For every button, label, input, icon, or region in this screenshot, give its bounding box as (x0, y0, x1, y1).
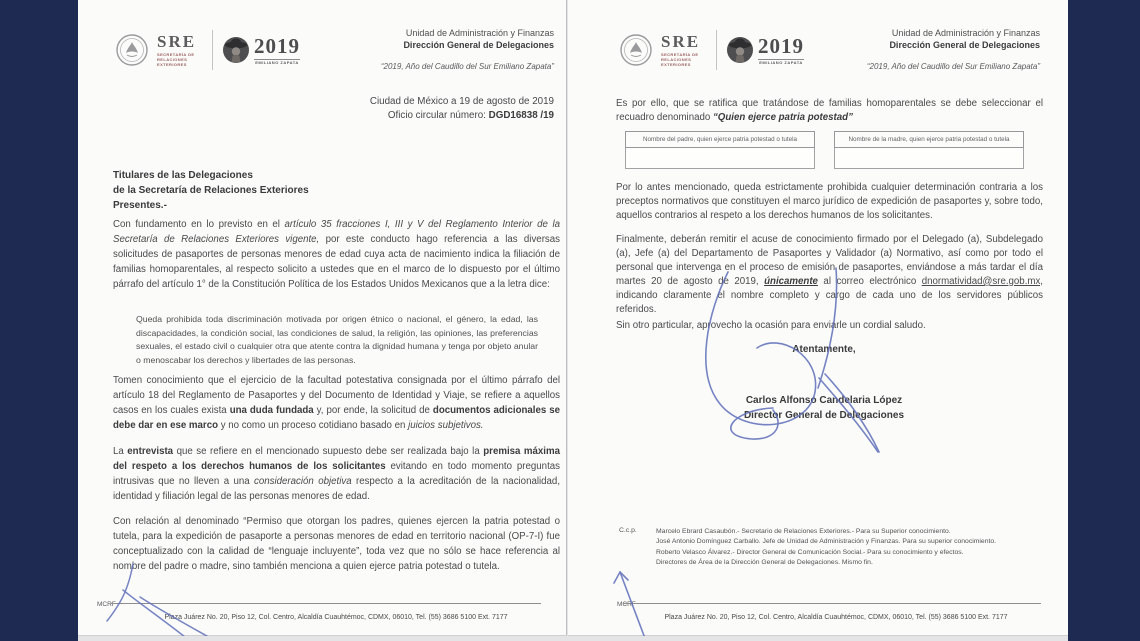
letterhead-logos (620, 30, 804, 70)
ccp-item: José Antonio Domínguez Carballo. Jefe de Unidad de Administración y Finanzas. Para su superior conocimiento. (656, 538, 997, 546)
year-number: 2019 (758, 33, 804, 58)
form-box-mother-field (834, 148, 1024, 169)
email-address: dnormatividad@sre.gob.mx, (921, 275, 1043, 287)
paragraph-finalmente: Finalmente, deberán remitir el acuse de conocimiento firmado por el Delegado (a), Subdelegado (a), Jefe (a) del Departamento de Pasaportes y Validador (a) Normativo, así como por todo el personal que intervenga en el proceso de emisión de pasaportes, enviándose a más tardar el día martes 20 de agosto de 2019, únicamente al correo electrónico dnormatividad@sre.gob.mx, indicando claramente el nombre completo y cargo de cada uno de los servidores públicos referidos. (616, 234, 1043, 315)
logo-divider (212, 30, 213, 70)
form-box-mother-label: Nombre de la madre, quien ejerce patria potestad o tutela (834, 131, 1024, 148)
footer-rule (111, 603, 541, 604)
oficio-number: DGD16838 /19 (488, 110, 554, 121)
ccp-item: Roberto Velasco Álvarez.- Director General de Comunicación Social.- Para su conocimiento y efectos. (656, 548, 964, 556)
document-page-2 (568, 0, 1068, 636)
atentamente-line: Atentamente, (792, 344, 856, 355)
paragraph-despedida: Sin otro particular, aprovecho la ocasión para enviarle un cordial saludo. (616, 320, 926, 331)
year-motto: “2019, Año del Caudillo del Sur Emiliano Zapata” (866, 62, 1040, 71)
date-and-oficio-block (370, 95, 554, 123)
year-motto: “2019, Año del Caudillo del Sur Emiliano Zapata” (380, 62, 554, 71)
ccp-list (656, 527, 1056, 568)
date-line: Ciudad de México a 19 de agosto de 2019 (369, 96, 554, 107)
sre-wordmark (661, 33, 707, 67)
signer-block (614, 393, 1034, 423)
sre-acronym: SRE (157, 32, 197, 51)
year-caption: EMILIANO ZAPATA (759, 59, 803, 65)
footer-address: Plaza Juárez No. 20, Piso 12, Col. Centro, Alcaldía Cuauhtémoc, CDMX, 06010, Tel. (55) 3686 5100 Ext. 7177 (164, 614, 508, 621)
unit-line: Unidad de Administración y Finanzas (405, 28, 554, 38)
sre-eagle-seal-icon (116, 34, 148, 66)
paragraph-fundamento: Con fundamento en lo previsto en el artículo 35 fracciones I, III y V del Reglamento Interior de la Secretaría de Relaciones Exteriores vigente, por este conducto hago referencia a las diversas solicitudes de pasaportes de personas menores de edad cuya acta de nacimiento indica la filiación de familias homoparentales, al respecto solicito a ustedes que en el marco de lo dispuesto por el último párrafo del artículo 1° de la Constitución Política de los Estados Unidos Mexicanos que a la letra dice: (113, 219, 560, 290)
zapata-portrait-icon (222, 36, 250, 64)
letterhead-unit-block (381, 27, 554, 71)
signer-name: Carlos Alfonso Candelaria López (745, 395, 903, 406)
clerk-initials: MCRF (97, 601, 116, 608)
footer-address: Plaza Juárez No. 20, Piso 12, Col. Centro, Alcaldía Cuauhtémoc, CDMX, 06010, Tel. (55) 3686 5100 Ext. 7177 (664, 614, 1008, 621)
form-box-father (625, 131, 815, 169)
right-pillarbox (1068, 0, 1140, 641)
paragraph-entrevista: La entrevista que se refiere en el mencionado supuesto debe ser realizada bajo la premisa máxima del respeto a los derechos humanos de los solicitantes evitando en todo momento preguntas intrusivas que no lleven a una consideración objetiva respecto a la acreditación de la nacionalidad, identidad y filiación legal de las personas menores de edad. (113, 446, 561, 502)
year-2019-text (758, 33, 804, 65)
paragraph-es-por-ello: Es por ello, que se ratifica que tratándose de familias homoparentales se debe seleccionar el recuadro denominado “Quien ejerce patria potestad” (616, 98, 1043, 123)
sre-eagle-seal-icon (620, 34, 652, 66)
left-pillarbox (0, 0, 78, 641)
signer-title: Director General de Delegaciones (743, 410, 905, 421)
constitution-quote: Queda prohibida toda discriminación motivada por origen étnico o nacional, el género, la edad, las discapacidades, la condición social, las condiciones de salud, la religión, las opiniones, las preferencias sexuales, el estado civil o cualquier otra que atente contra la dignidad humana y tenga por objeto anular o menoscabar los derechos y libertades de las personas. (136, 314, 538, 365)
sre-acronym: SRE (661, 32, 701, 51)
ccp-item: Marcelo Ebrard Casaubón.- Secretario de Relaciones Exteriores.- Para su Superior conocimiento. (656, 528, 951, 535)
footer-rule (623, 603, 1041, 604)
zapata-portrait-icon (726, 36, 754, 64)
ccp-item: Directores de Área de la Dirección General de Delegaciones. Mismo fin. (656, 558, 873, 566)
form-box-father-field (625, 148, 815, 169)
paragraph-tomen-conocimiento: Tomen conocimiento que el ejercicio de la facultad potestativa consignada por el último párrafo del artículo 18 del Reglamento de Pasaportes y del Documento de Identidad y Viaje, se refiere a aquellos casos en los cuales exista una duda fundada y, por ende, la solicitud de documentos adicionales se debe dar en ese marco y no como un proceso cotidiano basado en juicios subjetivos. (113, 375, 561, 431)
addressee-line: de la Secretaría de Relaciones Exteriores (113, 185, 309, 196)
letterhead-unit-block (867, 27, 1040, 71)
letterhead-logos (116, 30, 300, 70)
ccp-label: C.c.p. (619, 527, 637, 534)
year-2019-logo (222, 33, 300, 65)
paragraph-prohibicion: Por lo antes mencionado, queda estrictamente prohibida cualquier determinación contraria a los preceptos normativos que constituyen el marco jurídico de expedición de pasaportes y, sobre todo, aquellos contrarios al respeto a los derechos humanos de los solicitantes. (616, 182, 1043, 221)
addressee-line: Presentes.- (113, 200, 167, 211)
document-page-1 (78, 0, 567, 636)
paragraph-permiso: Con relación al denominado “Permiso que otorgan los padres, quienes ejercen la patria potestad o tutela, para la expedición de pasaporte a personas menores de edad en territorio nacional (OP-7-I) fue conceptualizado con la calidad de “lenguaje incluyente”, toda vez que no sólo se hace referencia al nombre del padre o madre, sino también menciona a quien ejerce patria potestad o tutela. (113, 516, 560, 572)
clerk-initials: MCRF (617, 601, 636, 608)
year-caption: EMILIANO ZAPATA (255, 59, 299, 65)
sre-subtitle: SECRETARÍA DE RELACIONES EXTERIORES (157, 52, 195, 67)
unit-line: Unidad de Administración y Finanzas (891, 28, 1040, 38)
sre-subtitle: SECRETARÍA DE RELACIONES EXTERIORES (661, 52, 699, 67)
directorate-line: Dirección General de Delegaciones (403, 40, 554, 50)
logo-divider (716, 30, 717, 70)
form-box-mother (834, 131, 1024, 169)
year-2019-text (254, 33, 300, 65)
year-2019-logo (726, 33, 804, 65)
form-box-father-label: Nombre del padre, quien ejerce patria potestad o tutela (625, 131, 815, 148)
addressee-block (113, 168, 309, 213)
sre-wordmark (157, 33, 203, 67)
directorate-line: Dirección General de Delegaciones (889, 40, 1040, 50)
addressee-line: Titulares de las Delegaciones (113, 170, 253, 181)
year-number: 2019 (254, 33, 300, 58)
oficio-line: Oficio circular número: DGD16838 /19 (387, 110, 554, 121)
